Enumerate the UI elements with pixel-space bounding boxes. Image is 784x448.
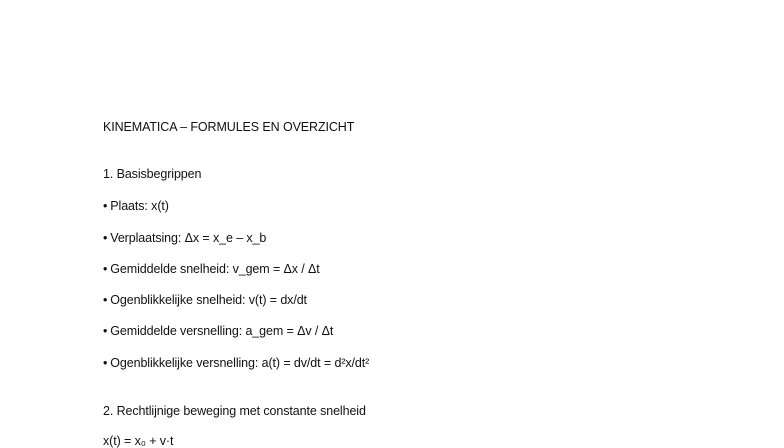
list-item-text: Plaats: x(t) (110, 199, 169, 213)
list-item-text: Ogenblikkelijke versnelling: a(t) = dv/dt = d²x/dt² (110, 356, 370, 370)
list-item (103, 356, 369, 370)
list-item (103, 324, 333, 338)
list-item-text: Gemiddelde snelheid: v_gem = Δx / Δt (110, 262, 320, 276)
list-item (103, 293, 307, 307)
list-item (103, 262, 320, 276)
document-title: KINEMATICA – FORMULES EN OVERZICHT (103, 120, 355, 134)
bullet-icon: • (103, 293, 108, 307)
section-heading-basisbegrippen: 1. Basisbegrippen (103, 167, 202, 181)
list-item-text: Gemiddelde versnelling: a_gem = Δv / Δt (110, 324, 334, 338)
bullet-icon: • (103, 262, 108, 276)
formula-line-partial: x(t) = x₀ + v·t (103, 434, 174, 448)
section-heading-rechtlijnige-beweging: 2. Rechtlijnige beweging met constante snelheid (103, 404, 366, 418)
list-item (103, 231, 266, 245)
bullet-icon: • (103, 356, 108, 370)
list-item-text: Ogenblikkelijke snelheid: v(t) = dx/dt (110, 293, 307, 307)
bullet-icon: • (103, 324, 108, 338)
list-item (103, 199, 169, 213)
bullet-icon: • (103, 231, 108, 245)
bullet-icon: • (103, 199, 108, 213)
list-item-text: Verplaatsing: Δx = x_e – x_b (110, 231, 267, 245)
